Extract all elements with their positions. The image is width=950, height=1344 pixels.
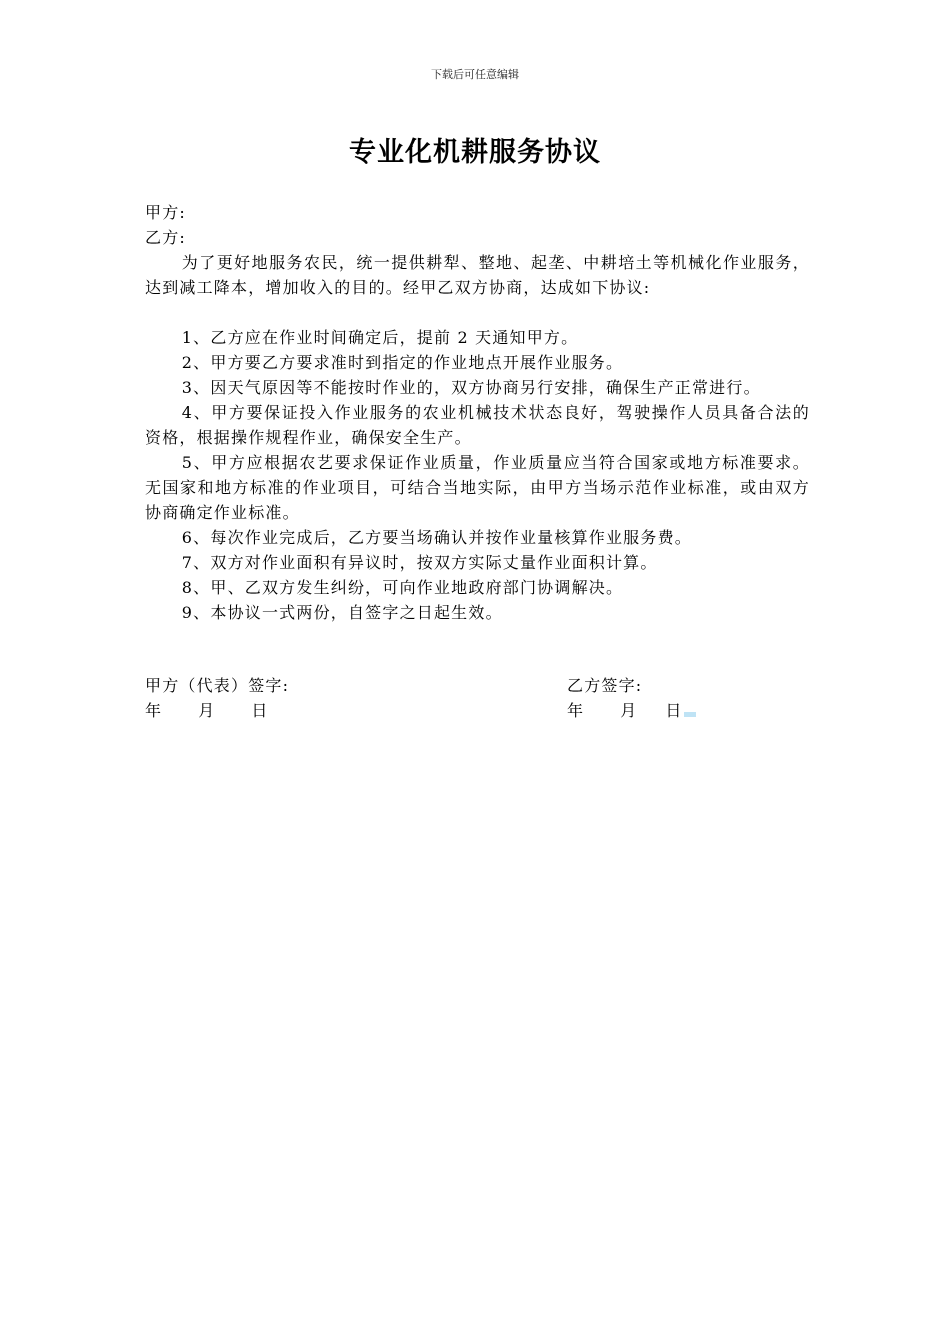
party-a-year: 年 [145, 701, 163, 720]
clause-6: 6、每次作业完成后，乙方要当场确认并按作业量核算作业服务费。 [181, 528, 692, 547]
clause-4: 4、甲方要保证投入作业服务的农业机械技术状态良好，驾驶操作人员具备合法的资格，根据操作规程作业，确保安全生产。 [145, 403, 810, 447]
intro-paragraph: 为了更好地服务农民，统一提供耕犁、整地、起垄、中耕培土等机械化作业服务，达到减工降本，增加收入的目的。经甲乙双方协商，达成如下协议: [145, 253, 810, 297]
party-a-line: 甲方: [145, 203, 186, 222]
clause-8: 8、甲、乙双方发生纠纷，可向作业地政府部门协调解决。 [181, 578, 624, 597]
clause-2: 2、甲方要乙方要求准时到指定的作业地点开展作业服务。 [181, 353, 624, 372]
party-b-month: 月 [620, 701, 638, 720]
clause-3: 3、因天气原因等不能按时作业的，双方协商另行安排，确保生产正常进行。 [181, 378, 761, 397]
document-title: 专业化机耕服务协议 [349, 137, 601, 168]
party-b-day: 日 [665, 701, 683, 720]
clause-5: 5、甲方应根据农艺要求保证作业质量，作业质量应当符合国家或地方标准要求。无国家和地方标准的作业项目，可结合当地实际，由甲方当场示范作业标准，或由双方协商确定作业标准。 [145, 453, 810, 522]
date-row [145, 698, 810, 723]
clause-1: 1、乙方应在作业时间确定后，提前 2 天通知甲方。 [181, 328, 579, 347]
party-b-signature-label: 乙方签字: [567, 676, 643, 695]
party-a-date [145, 698, 269, 723]
party-b-year: 年 [567, 701, 585, 720]
party-a-day: 日 [251, 701, 269, 720]
signature-block [145, 673, 810, 723]
agreement-body [145, 200, 810, 625]
clause-9: 9、本协议一式两份，自签字之日起生效。 [181, 603, 503, 622]
paragraph-spacer [145, 300, 810, 325]
party-a-signature-label: 甲方（代表）签字: [145, 676, 290, 695]
party-b-date [567, 698, 696, 723]
clause-7: 7、双方对作业面积有异议时，按双方实际丈量作业面积计算。 [181, 553, 658, 572]
page-header-note: 下载后可任意编辑 [431, 68, 519, 81]
party-b-line: 乙方: [145, 228, 186, 247]
text-cursor-highlight [684, 712, 696, 717]
party-a-month: 月 [198, 701, 216, 720]
signature-row [145, 673, 810, 698]
